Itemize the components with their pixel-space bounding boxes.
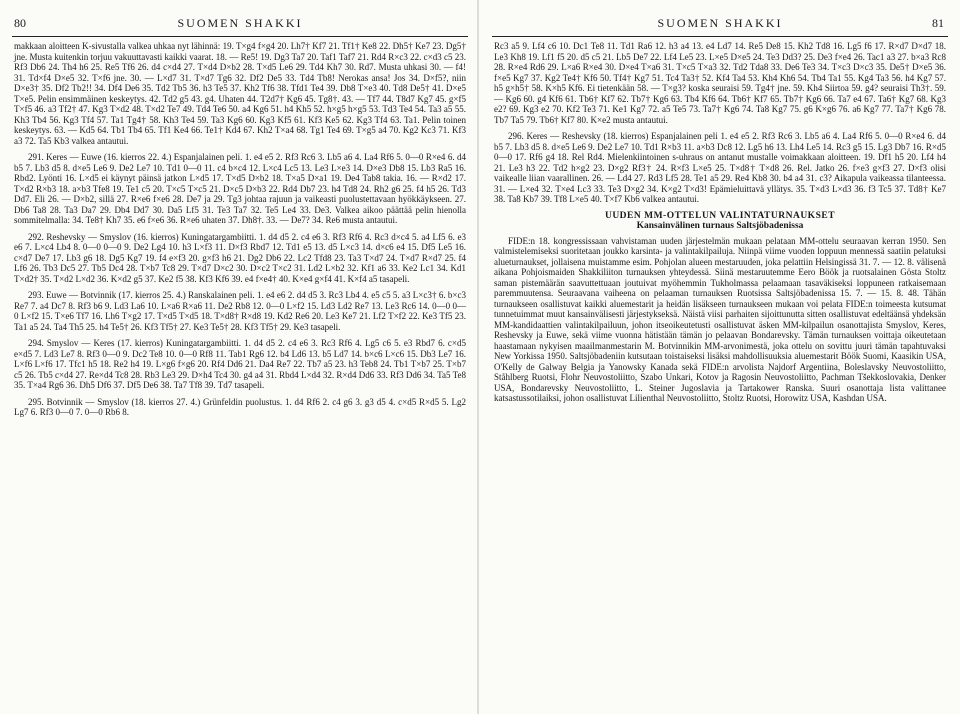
game-commentary: Rc3 a5 9. Lf4 c6 10. Dc1 Te8 11. Td1 Ra6 12. h3 a4 13. e4 Ld7 14. Re5 De8 15. Kh2 Td8 16. Lg5 f6 17. R×d7 D×d7 18. Le3 Kh8 19. Lf1 f5 20. d5 c5 21. Lb5 De7 22. Lf4 Le5 23. L×e5 D×e5 24. Te3 Dd3? 25. De3 f×e4 26. Tac1 a3 27. b×a3 Rc8 28. R×e4 Rd6 29. L×a6 R×e4 30. D×e4 T×a6 31. T×c5 T×a3 32. Td2 Tda8 33. De6 Te3 34. T×c3 D×c3 35. De5† D×e5 36. f×e5 Kg7 37. Kg2 Te4† Kf6 50. Tf4† Kg7 51. Tc4 Ta3† 52. Kf4 Ta4 53. Kh4 Kh6 54. Tb4 Ta1 55. Kg4 Ta3 56. h4 Kg7 57. h5 g×h5† 58. K×h5 Kf6. Ei tietenkään 58. — T×g3? koska seuraisi 59. Tg4† jne. 59. Kh4 Siirtoa 59. g4? seuraisi Th3†. 59. — Kg6 60. g4 Kf6 61. Tb6† Kf7 62. Tb7† Kg6 63. Tb4 Kf6 64. Tb6† Kf7 65. Tb7† Kg6 66. Ta7 e4 67. Ta6† Kg7 68. Kg3 e2? 69. Kg3 e2 70. Kf2 Te3 71. Ke1 Kg7 72. a5 Te5 73. Ta7† Kg6 74. Ta8 Kg7 75. g6 K×g6 76. a6 Kg7 77. Ta7† Kg6 78. Tb7 Ta5 79. Tb6† Kf7 80. K×e2 musta antautui. bbox=[494, 41, 946, 125]
left-page-body bbox=[6, 37, 474, 418]
page-number: 80 bbox=[14, 16, 26, 30]
game-record: 291. Keres — Euwe (16. kierros 22. 4.) Espanjalainen peli. 1. e4 e5 2. Rf3 Rc6 3. Lb5 a6 4. La4 Rf6 5. 0—0 R×e4 6. d4 b5 7. Lb3 d5 8. d×e5 Le6 9. De2 Le7 10. Td1 0—0 11. c4 b×c4 12. L×c4 Lc5 13. Le3 L×e3 14. D×e3 Db8 15. Lb3 Ra5 16. Rbd2. Lyönti 16. L×d5 ei käynyt päinsä jatkon L×d5 17. T×d5 D×b2 18. T×a5 D×a1 19. De4 Tab8 takia. 16. — R×d2 17. T×d2 R×b3 18. a×b3 Tfe8 19. Te1 c5 20. T×c5 T×c5 21. D×c5 D×b3 22. Rd4 Db7 23. h4 Td8 24. Rh2 g6 25. f4 h5 26. Td3 Dd7. Eli 26. — D×b2, sillä 27. R×e6 f×e6 28. De7 ja 29. Tg3 johtaa rajuun ja vaikeasti puolustettavaan hyökkäykseen. 27. Db6 Ta8 28. Ta3 Da7 29. Db4 Dd7 30. Da5 Lf5 31. Te3 Ta7 32. Te5 Le4 33. De3. Valkea aikoo päättää pelin hienolla sommitelmalla: 34. Te8† Kh7 35. e6 f×e6 36. R×e6 uhaten 37. Dh8†. 33. — De7? 34. Re6 musta antautui. bbox=[14, 152, 466, 225]
right-page bbox=[486, 0, 954, 714]
running-title: SUOMEN SHAKKI bbox=[657, 16, 783, 30]
game-record: 295. Botvinnik — Smyslov (18. kierros 27. 4.) Grünfeldin puolustus. 1. d4 Rf6 2. c4 g6 3. g3 d5 4. c×d5 R×d5 5. Lg2 Lg7 6. Rf3 0—0 7. 0—0 Rb6 8. bbox=[14, 396, 466, 417]
game-record: 296. Keres — Reshevsky (18. kierros) Espanjalainen peli 1. e4 e5 2. Rf3 Rc6 3. Lb5 a6 4. La4 Rf6 5. 0—0 R×e4 6. d4 b5 7. Lb3 d5 8. d×e5 Le6 9. De2 Le7 10. Td1 R×b3 11. a×b3 Dc8 12. Lg5 h6 13. Lh4 Le5 14. Rc3 g5 15. Lg3 Db7 16. R×d5 0—0 17. Rf6 g4 18. Rel Rd4. Mielenkiintoinen s-uhraus on antanut mustalle voimakkaan aloitteen. 19. Df1 h5 20. Lf4 h4 21. Le3 h3 22. Td2 h×g2 23. D×g2 Rf3† 24. R×f3 L×e5 25. T×d8† T×d8 26. Rel. Jatko 26. f×e3 g×f3 27. D×f3 olisi vaikealle liian vaarallinen. 26. — Ld4 27. Rd3 Lf5 28. Te1 a5 29. Re4 Kb8 30. b4 a4 31. c3? Aikapula vaikeassa tilanteessa. 31. — L×e4 32. T×e4 Lc3 33. Te3 D×g2 34. K×g2 T×d3! Epämieluittavä yllätys. 35. T×d3 L×d3 36. f3 Tc5 37. Td8† Ke7 38. Ta8 Kb7 39. Tf8 L×e5 40. T×f7 Kb6 valkea antautui. bbox=[494, 131, 946, 204]
running-title: SUOMEN SHAKKI bbox=[177, 16, 303, 30]
game-record: 294. Smyslov — Keres (17. kierros) Kuningatargambiitti. 1. d4 d5 2. c4 e6 3. Rc3 Rf6 4. Lg5 c6 5. e3 Rbd7 6. c×d5 e×d5 7. Ld3 Le7 8. Rf3 0—0 9. Dc2 Te8 10. 0—0 Rf8 11. Tab1 Rg6 12. b4 Ld6 13. b5 Ld7 14. b×c6 L×c6 15. Db3 Le7 16. L×f6 L×f6 17. Tfc1 h5 18. Re2 h4 19. L×g6 f×g6 20. Rf4 Dd6 21. Da4 Re7 22. Tb7 a5 23. h3 Teb8 24. Tb1 T×b7 25. T×b7 c5 26. Tb5 c×d4 27. Re×d4 Tc8 28. Rb3 Le3 29. D×h4 Tc4 30. g4 a4 31. Rbd4 L×d4 32. R×d4 Dd6 33. Rf3 Dd6 34. Ta5 Te8 35. T×a4 Rg6 36. Dh5 Df6 37. Df5 De6 38. Ta7 Tf8 39. Td7 tasapeli. bbox=[14, 338, 466, 390]
section-subtitle: Kansainvälinen turnaus Saltsjöbadenissa bbox=[636, 221, 804, 231]
right-page-header bbox=[492, 0, 948, 37]
left-page bbox=[6, 0, 474, 714]
page-number: 81 bbox=[932, 16, 944, 30]
article-paragraph: FIDE:n 18. kongressissaan vahvistaman uuden järjestelmän mukaan pelataan MM-ottelu seuraavan kerran 1950. Sen valmistelemiseksi suoritetaan joukko karsinta- ja valintakilpailuja. Niinpä viime vuoden loppuun mennessä saatiin pelatuksi alueturnaukset, jollaisena muistamme esim. Pohjolan alueen mestaruuden, joka pelattiin Helsingissä 31. 7. — 12. 8. välisenä aikana Pohjoismaiden Shakkiliiton turnauksen yhteydessä. Siinä mestaruutemme Eero Böök ja ruotsalainen Gösta Stoltz saman pistemäärän saavuttettuaan joutuivat myöhemmin Tukholmassa pelaamaan tasaväkiseksi loppuneen ratkaisemaan paremmuutensa. Seuraavana vaiheena on pelaaman turnauksen Ruotsissa Saltsjöbadenissa 15. 7. — 15. 8. 48. Tähän turnaukseen osallistuvat kaikki aluemestarit ja heidän lisäkseen turnaukseen mukaan voi pelata FIDE:n toimeesta kutsumat tunnetuimmat muut kansainvälisesti järjestykseksä. Näistä viisi parhaiten sijoittunutta sitten osallistuvat edeltäänsä yhdeksän MM-kandidaattien valintakilpailuun, johon itseoikeutetusti osallistuvat äsken MM-kilpailun osanottajista Smyslov, Keres, Reshevsky ja Euwe, sekä viime vuonna hätistään tämän jo pelaavan Bondarevsky. Tämän turnauksen voittaja oikeutetaan haastamaan nykyisen maailmanmestarin M. Botvinnikin MM-arvonimestä, joka ottelu on sovittu juuri tämän tapahtuvaksi New Yorkissa 1950. Saltsjöbadeniin kutsutaan toistaiseksi lisäksi mahdollisuuksia aluemestarit Böök Suomi, Kaasikin USA, O'Kelly de Galway Belgia ja Yanowsky Kanada sekä FIDE:n arvolista Najdorf Argentiina, Boleslavsky Neuvostoliitto, Ståhlberg Ruotsi, Flohr Neuvostoliitto, Szabo Unkari, Kotov ja Ragosin Neuvostoliitto, Pachman Tšekkoslovakia, Denker USA, Bondarevsky Neuvostoliitto, L. Steiner Jugoslavia ja Tartakower Ranska. Suuri osanottaja lista valittanee katsastussotilaiksi, johon osallistuvat Lilienthal Neuvostoliitto, Stoltz Ruotsi, Horowitz USA, Kashdan USA. bbox=[494, 235, 946, 403]
left-page-header bbox=[12, 0, 468, 37]
game-record: 293. Euwe — Botvinnik (17. kierros 25. 4.) Ranskalainen peli. 1. e4 e6 2. d4 d5 3. Rc3 Lb4 4. e5 c5 5. a3 L×c3† 6. b×c3 Re7 7. a4 Dc7 8. Rf3 b6 9. Ld3 La6 10. L×a6 R×a6 11. De2 Rb8 12. 0—0 L×f2 15. Ld3 Ld2 Re7 13. Le3 Rc6 14. 0—0 0—0 L×f2 15. T×e6 Tf7 16. Lh6 T×g2 17. T×d5 T×d5 18. T×d8† R×d8 19. Kd2 Re6 20. Le3 Ke7 21. Lf2 T×f2 22. Ke3 Tf5 23. Ta1 a5 24. Ta4 Th5 25. h4 Te5† 26. Kf3 Tf5† 27. Ke3 Te5† 28. Kf3 Tf5† 29. Ke3 tasapeli. bbox=[14, 290, 466, 332]
book-gutter bbox=[477, 0, 479, 714]
game-commentary: makkaan aloitteen K-sivustalla valkea uhkaa nyt lähinnä: 19. T×g4 f×g4 20. Lh7† Kf7 21. Tf1† Ke8 22. Dh5† Ke7 23. Dg5† jne. Musta kuitenkin torjuu vakuuttavasti kaikki vaarat. 18. — Re5! 19. Dg3 Ta7 20. Taf1 Taf7 21. Rd4 R×c3 22. c×d3 c5 23. Rf3 Db6 24. Th4 h6 25. Re5 Tf6 26. d4 c×d4 27. T×d4 D×b2 28. T×d5 Le6 29. Td4 Kh7 30. Rd7. Musta uhkasi 30. — f4! 31. Td×f4 D×e5 32. T×f6 jne. 30. — L×d7 31. T×d7 Tg6 32. Df2 De5 33. Td4 Tb8! Nerokas ansa! Jos 34. D×f5?, niin D×e3† 35. Df2 Tb2!! 34. Df4 De6 35. Td2 Tb5 36. h3 Te5 37. Kh2 Tf6 38. Tfd1 Te4 39. Db8 T×e3 40. Td8 De5† 41. D×e5 T×e5. Pelin ensimmäinen keskeytys. 42. Td2 g5 43. g4. Uhaten 44. T2d7† Kg6 45. Tg8†. 43. — Tf7 44. T8d7 Kg7 45. g×f5 T×f5 46. a3 Tf2† 47. Kg3 T×d2 48. T×d2 Te7 49. Td4 Te6 50. a4 Kg6 51. h4 Kh5 52. h×g5 h×g5 53. Td3 Te4 54. Ta3 a5 55. Kh3 Tb4 56. Kg3 Tf4 57. Ta1 Tg4† 58. Kh3 Te4 59. Ta3 Kg6 60. Kg3 Kf5 61. Kf3 Ke5 62. Kg3 Tf4 63. Ta1. Pelin toinen keskeytys. 63. — Kd5 64. Tb1 Tb4 65. Tf1 Ke4 66. Te1† Kd4 67. Kh2 T×a4 68. Tg1 Te4 69. T×g5 a4 70. Kg2 Kc3 71. Kf3 a3 72. Ta5 Kb3 valkea antautui. bbox=[14, 41, 466, 146]
game-record: 292. Reshevsky — Smyslov (16. kierros) Kuningatargambiitti. 1. d4 d5 2. c4 e6 3. Rf3 Rf6 4. Rc3 d×c4 5. a4 Lf5 6. e3 e6 7. L×c4 Lb4 8. 0—0 0—0 9. De2 Lg4 10. h3 L×f3 11. D×f3 Rbd7 12. Td1 e5 13. d5 L×c3 14. d×c6 e4 15. Df5 Le5 16. c×d7 De7 17. Lb3 g6 18. Dg5 Kg7 19. f4 e×f3 20. g×f3 h6 21. Dg2 Db6 22. Lc2 Tfd8 23. Ta3 T×d7 24. T×d7 R×d7 25. f4 Lf6 26. Tb3 Dc5 27. Tb5 Dc4 28. T×b7 Tc8 29. T×d7 D×c2 30. D×c2 T×c2 31. Ld2 L×b2 32. Kf1 a6 33. Ke2 Lc1 34. Kd1 T×d2† 35. T×d2 L×d2 36. K×d2 g5 37. Ke2 f5 38. Kf3 Kf6 39. e4 f×e4† 40. K×e4 g×f4 41. K×f4 a5 tasapeli. bbox=[14, 231, 466, 284]
section-title: UUDEN MM-OTTELUN VALINTATURNAUKSET bbox=[604, 210, 836, 221]
right-page-body bbox=[486, 37, 954, 404]
